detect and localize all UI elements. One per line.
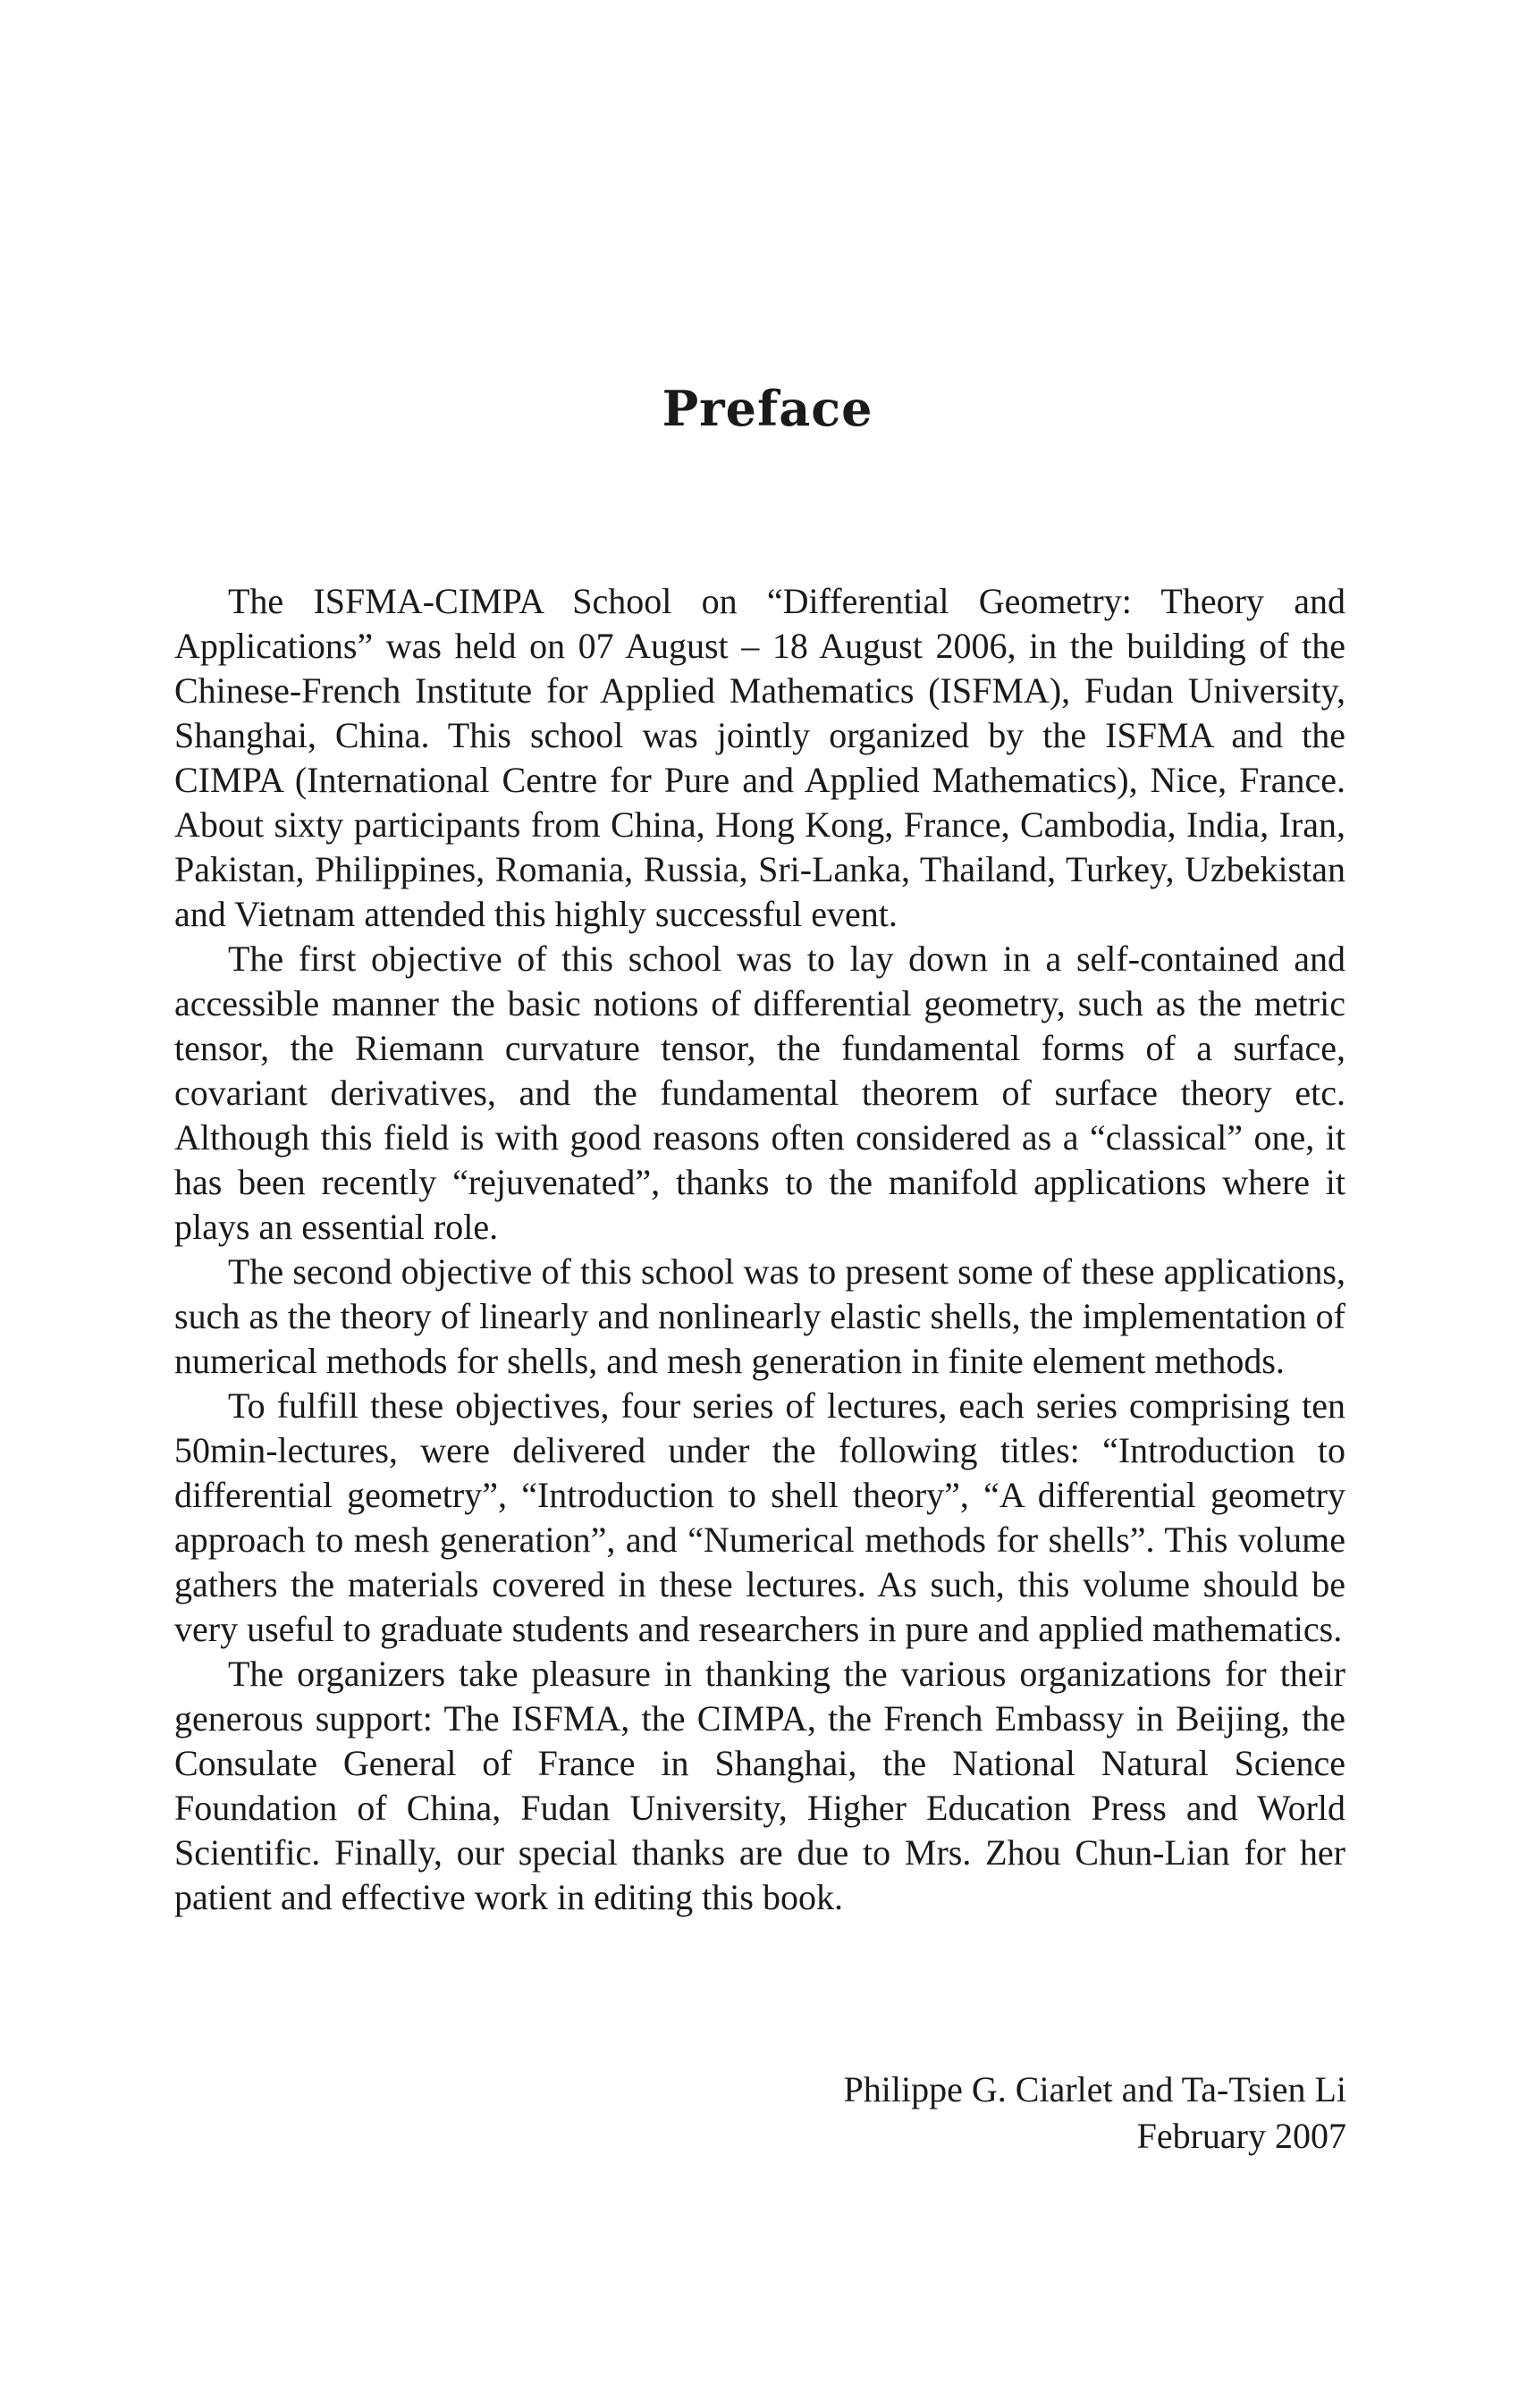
signature-date: February 2007 (1136, 2116, 1346, 2156)
signature-block (844, 2067, 1346, 2160)
page-title: Preface (662, 380, 873, 437)
paragraph-intro: The ISFMA-CIMPA School on “Differential Geometry: Theory and Applications” was held on 07 August – 18 August 2006, in the building of the Chinese-French Institute for Applied Mathematics (ISFMA), Fudan University, Shanghai, China. This school was jointly organized by the ISFMA and the CIMPA (International Centre for Pure and Applied Mathematics), Nice, France. About sixty participants from China, Hong Kong, France, Cambodia, India, Iran, Pakistan, Philippines, Romania, Russia, Sri-Lanka, Thailand, Turkey, Uzbekistan and Vietnam attended this highly successful event. (174, 581, 1345, 934)
paragraph-lectures: To fulfill these objectives, four series of lectures, each series comprising ten 50min-lectures, were delivered under the following titles: “Introduction to differential geometry”, “Introduction to shell theory”, “A differential geometry approach to mesh generation”, and “Numerical methods for shells”. This volume gathers the materials covered in these lectures. As such, this volume should be very useful to graduate students and researchers in pure and applied mathematics. (174, 1385, 1345, 1649)
signature-authors: Philippe G. Ciarlet and Ta-Tsien Li (843, 2069, 1346, 2109)
paragraph-acknowledgements: The organizers take pleasure in thanking the various organizations for their generous support: The ISFMA, the CIMPA, the French Embassy in Beijing, the Consulate General of France in Shanghai, the National Natural Science Foundation of China, Fudan University, Higher Education Press and World Scientific. Finally, our special thanks are due to Mrs. Zhou Chun-Lian for her patient and effective work in editing this book. (174, 1654, 1345, 1917)
preface-body (174, 579, 1345, 1920)
paragraph-second-objective: The second objective of this school was to present some of these applications, such as the theory of linearly and nonlinearly elastic shells, the implementation of numerical methods for shells, and mesh generation in finite element methods. (174, 1251, 1345, 1381)
paragraph-first-objective: The first objective of this school was to lay down in a self-contained and accessible manner the basic notions of differential geometry, such as the metric tensor, the Riemann curvature tensor, the fundamental forms of a surface, covariant derivatives, and the fundamental theorem of surface theory etc. Although this field is with good reasons often considered as a “classical” one, it has been recently “rejuvenated”, thanks to the manifold applications where it plays an essential role. (174, 939, 1345, 1247)
